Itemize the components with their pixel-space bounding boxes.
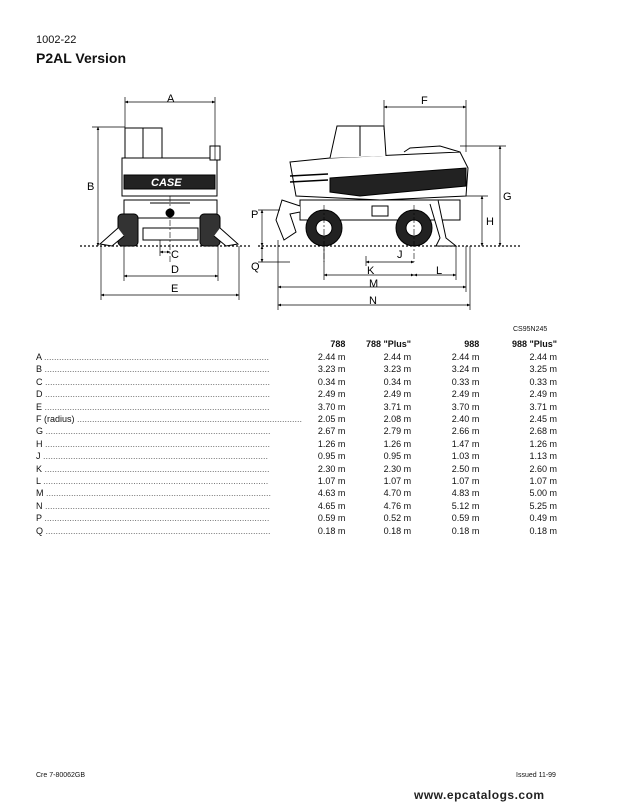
table-row bbox=[36, 363, 557, 375]
dimension-value: 0.18 m bbox=[383, 525, 412, 536]
dimension-value: 2.60 m bbox=[529, 463, 557, 474]
dim-label-l: L bbox=[436, 265, 443, 277]
column-header: 788 bbox=[330, 339, 346, 350]
dimension-value: 0.59 m bbox=[317, 513, 346, 524]
dimension-value: 5.12 m bbox=[451, 500, 480, 511]
column-header-empty bbox=[36, 338, 302, 351]
dimension-value: 3.24 m bbox=[451, 364, 480, 375]
dimension-value: 3.25 m bbox=[529, 364, 557, 375]
leader-dots: .......................................................................................... bbox=[42, 364, 270, 375]
dimension-label bbox=[36, 388, 302, 400]
dimension-label bbox=[36, 363, 302, 375]
dimension-value: 0.18 m bbox=[317, 525, 346, 536]
leader-dots: .......................................................................................... bbox=[41, 513, 270, 524]
table-row bbox=[36, 388, 557, 400]
dimension-value: 1.26 m bbox=[529, 438, 557, 449]
dimension-value: 1.07 m bbox=[451, 476, 480, 487]
leader-dots: .......................................................................................... bbox=[43, 488, 272, 499]
leader-dots: .......................................................................................... bbox=[40, 476, 269, 487]
dimension-value: 2.44 m bbox=[451, 352, 480, 362]
dimension-value: 4.76 m bbox=[383, 500, 412, 511]
table-row bbox=[36, 487, 557, 499]
footer-document-ref: Cre 7-80062GB bbox=[36, 772, 86, 779]
dim-label-j: J bbox=[397, 249, 403, 261]
dim-label-a: A bbox=[167, 93, 175, 105]
table-row bbox=[36, 413, 557, 425]
dimension-value: 0.33 m bbox=[451, 376, 480, 387]
dimension-value: 4.65 m bbox=[317, 500, 346, 511]
dimension-label-text: N bbox=[36, 500, 43, 511]
dimension-label-text: L bbox=[36, 476, 41, 487]
dim-label-g: G bbox=[503, 191, 512, 203]
dimension-label-text: Q bbox=[36, 525, 44, 536]
watermark: www.epcatalogs.com bbox=[414, 788, 545, 802]
dimension-value: 1.07 m bbox=[317, 476, 346, 487]
dimension-value: 2.50 m bbox=[451, 463, 480, 474]
front-brand-text: CASE bbox=[151, 177, 182, 189]
dim-label-c: C bbox=[171, 249, 179, 261]
dimension-label bbox=[36, 351, 302, 363]
dimension-value: 4.70 m bbox=[383, 488, 412, 499]
excavator-dimension-drawing bbox=[0, 0, 628, 320]
dimension-value: 2.49 m bbox=[451, 389, 480, 400]
dimension-value: 0.34 m bbox=[317, 376, 346, 387]
table-row bbox=[36, 525, 557, 537]
dimension-value: 2.79 m bbox=[383, 426, 412, 437]
column-header: 988 bbox=[464, 339, 480, 350]
dimension-label-text: J bbox=[36, 451, 41, 462]
dimension-value: 2.66 m bbox=[451, 426, 480, 437]
dimension-value: 2.45 m bbox=[529, 414, 557, 425]
dimension-value: 1.13 m bbox=[529, 451, 557, 462]
column-header: 988 "Plus" bbox=[511, 339, 557, 350]
footer-issue-date: Issued 11-99 bbox=[516, 772, 556, 779]
leader-dots: .......................................................................................... bbox=[43, 525, 271, 536]
dimension-label bbox=[36, 512, 302, 524]
dimension-value: 2.49 m bbox=[317, 389, 346, 400]
dim-label-q: Q bbox=[251, 261, 260, 273]
dimensions-table bbox=[36, 338, 557, 537]
dimension-label-text: D bbox=[36, 389, 43, 400]
dimension-value: 2.44 m bbox=[383, 352, 412, 362]
table-row bbox=[36, 425, 557, 437]
dim-label-p: P bbox=[251, 209, 259, 221]
dimension-label-text: E bbox=[36, 401, 43, 412]
table-row bbox=[36, 500, 557, 512]
dimension-value: 3.23 m bbox=[317, 364, 346, 375]
dimension-value: 3.23 m bbox=[383, 364, 412, 375]
table-row bbox=[36, 475, 557, 487]
dimension-label-text: K bbox=[36, 463, 43, 474]
dimension-value: 3.71 m bbox=[529, 401, 557, 412]
table-row bbox=[36, 401, 557, 413]
dimension-value: 0.34 m bbox=[383, 376, 412, 387]
dimension-value: 2.49 m bbox=[529, 389, 557, 400]
dimension-value: 2.44 m bbox=[317, 352, 346, 362]
dimension-value: 1.07 m bbox=[529, 476, 557, 487]
dim-label-m: M bbox=[369, 278, 379, 290]
dimension-value: 2.08 m bbox=[383, 414, 412, 425]
dimension-value: 3.71 m bbox=[383, 401, 412, 412]
leader-dots: .......................................................................................... bbox=[74, 414, 303, 425]
dimension-label bbox=[36, 438, 302, 450]
dimension-value: 2.67 m bbox=[317, 426, 346, 437]
dim-label-k: K bbox=[367, 265, 375, 277]
dimension-value: 0.59 m bbox=[451, 513, 480, 524]
dimension-label-text: P bbox=[36, 513, 42, 524]
leader-dots: .......................................................................................... bbox=[42, 500, 271, 511]
dimension-label bbox=[36, 500, 302, 512]
table-row bbox=[36, 351, 557, 363]
dimension-value: 1.07 m bbox=[383, 476, 412, 487]
dimension-value: 0.52 m bbox=[383, 513, 412, 524]
page-title: P2AL Version bbox=[36, 50, 127, 66]
dimension-value: 2.49 m bbox=[383, 389, 412, 400]
dimension-value: 2.30 m bbox=[317, 463, 346, 474]
dimension-value: 1.47 m bbox=[451, 438, 480, 449]
column-header: 788 "Plus" bbox=[366, 339, 412, 350]
leader-dots: .......................................................................................... bbox=[42, 401, 270, 412]
leader-dots: .......................................................................................... bbox=[42, 463, 270, 474]
leader-dots: .......................................................................................... bbox=[42, 376, 271, 387]
dimension-value: 1.26 m bbox=[383, 438, 412, 449]
dimension-label-text: G bbox=[36, 426, 44, 437]
dim-label-b: B bbox=[87, 181, 95, 193]
dimension-label bbox=[36, 525, 302, 537]
dimension-value: 2.68 m bbox=[529, 426, 557, 437]
table-row bbox=[36, 512, 557, 524]
table-row bbox=[36, 450, 557, 462]
table-row bbox=[36, 463, 557, 475]
dimension-value: 4.83 m bbox=[451, 488, 480, 499]
dimension-label bbox=[36, 376, 302, 388]
dimension-value: 0.95 m bbox=[317, 451, 346, 462]
dimension-label-text: F (radius) bbox=[36, 414, 75, 425]
dimension-label bbox=[36, 463, 302, 475]
leader-dots: .......................................................................................... bbox=[40, 451, 269, 462]
dimension-value: 0.49 m bbox=[529, 513, 557, 524]
front-view bbox=[80, 128, 250, 262]
page-reference: 1002-22 bbox=[36, 34, 77, 46]
dimension-value: 0.18 m bbox=[451, 525, 480, 536]
dimension-value: 2.44 m bbox=[529, 352, 557, 362]
dim-label-h: H bbox=[486, 216, 494, 228]
dimension-value: 5.00 m bbox=[529, 488, 557, 499]
dimension-value: 2.30 m bbox=[383, 463, 412, 474]
dimension-value: 2.40 m bbox=[451, 414, 480, 425]
side-view bbox=[258, 126, 520, 262]
dim-label-f: F bbox=[421, 95, 428, 107]
dimension-label bbox=[36, 475, 302, 487]
figure-code: CS95N245 bbox=[513, 326, 548, 333]
dimension-label-text: H bbox=[36, 438, 43, 449]
leader-dots: .......................................................................................... bbox=[43, 426, 271, 437]
dimension-label-text: B bbox=[36, 364, 43, 375]
leader-dots: .......................................................................................... bbox=[41, 352, 270, 362]
table-header-row bbox=[36, 338, 557, 351]
dimension-value: 5.25 m bbox=[529, 500, 557, 511]
dimension-value: 0.18 m bbox=[529, 525, 557, 536]
dimension-value: 2.05 m bbox=[317, 414, 346, 425]
dim-label-d: D bbox=[171, 264, 179, 276]
table-row bbox=[36, 438, 557, 450]
dimension-label bbox=[36, 413, 302, 425]
dimension-value: 0.33 m bbox=[529, 376, 557, 387]
dimensions-table-body bbox=[36, 351, 557, 537]
dimension-label-text: M bbox=[36, 488, 44, 499]
dimension-value: 1.03 m bbox=[451, 451, 480, 462]
leader-dots: .......................................................................................... bbox=[42, 438, 271, 449]
dimension-label bbox=[36, 401, 302, 413]
dimension-label-text: C bbox=[36, 376, 43, 387]
dimension-value: 3.70 m bbox=[317, 401, 346, 412]
dimension-label-text: A bbox=[36, 352, 42, 362]
leader-dots: .......................................................................................... bbox=[42, 389, 271, 400]
dimension-label bbox=[36, 487, 302, 499]
dimension-value: 4.63 m bbox=[317, 488, 346, 499]
dimension-value: 3.70 m bbox=[451, 401, 480, 412]
dimension-value: 1.26 m bbox=[317, 438, 346, 449]
dim-label-n: N bbox=[369, 295, 377, 307]
table-row bbox=[36, 376, 557, 388]
dimension-value: 0.95 m bbox=[383, 451, 412, 462]
dimension-label bbox=[36, 425, 302, 437]
dimension-label bbox=[36, 450, 302, 462]
dim-label-e: E bbox=[171, 283, 179, 295]
